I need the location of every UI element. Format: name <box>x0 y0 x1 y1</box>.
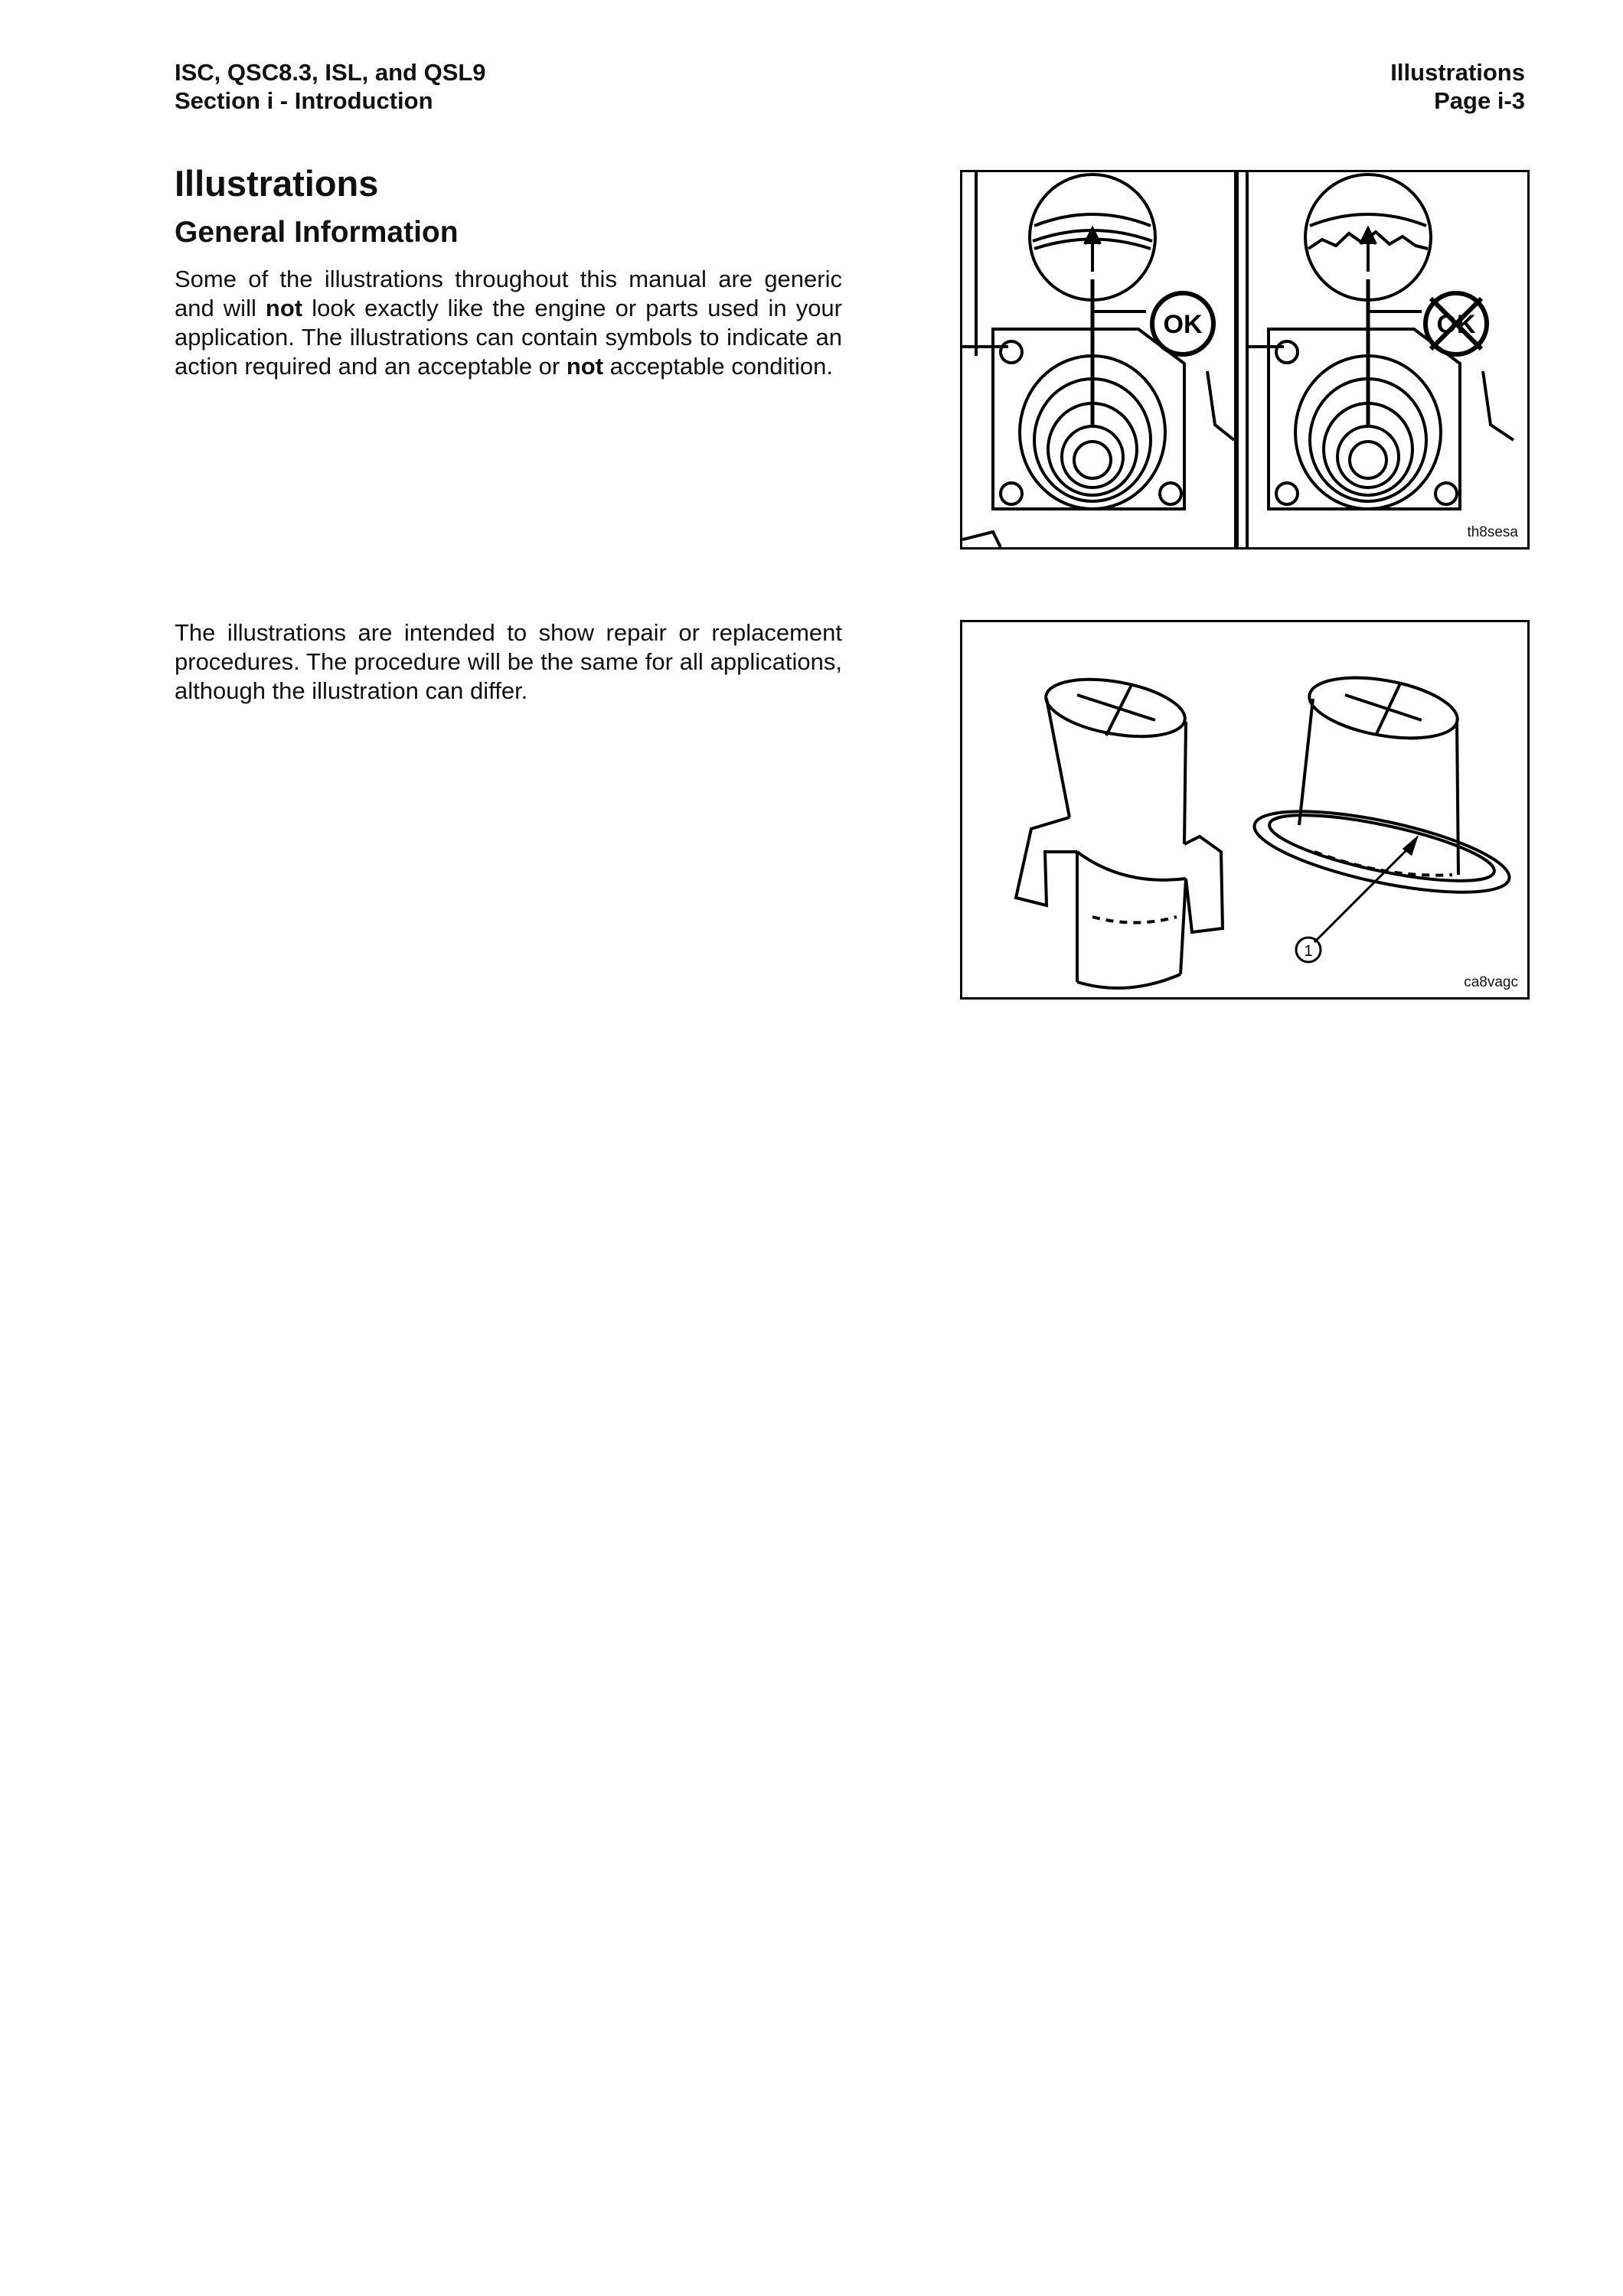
paragraph-procedures: The illustrations are intended to show repair or replacement procedures. The procedure will be the same for all applications, although the illustration can differ. <box>175 619 842 704</box>
paragraph1-text-c: acceptable condition. <box>603 353 833 380</box>
ok-symbol-label: OK <box>1163 310 1203 339</box>
liner-illustration <box>962 622 1527 997</box>
header-chapter: Illustrations <box>1390 59 1525 86</box>
paragraph1-text-a: Some of the illustrations throughout this manual are generic and will <box>175 266 842 321</box>
header-left <box>175 58 486 115</box>
figure-liner-procedure <box>960 620 1530 1000</box>
ok-comparison-illustration <box>962 172 1527 547</box>
paragraph1-bold-not-2: not <box>566 353 604 380</box>
paragraph1-bold-not-1: not <box>265 295 303 321</box>
subsection-title: General Information <box>175 216 459 249</box>
header-page-number: Page i-3 <box>1434 87 1525 114</box>
header-engine-models: ISC, QSC8.3, ISL, and QSL9 <box>175 59 486 86</box>
figure-ok-not-ok <box>960 170 1530 550</box>
header-section: Section i - Introduction <box>175 87 433 114</box>
figure1-code: th8sesa <box>1467 524 1518 540</box>
paragraph1-text-b: look exactly like the engine or parts used in your application. The illustrations can contain symbols to indicate an action required and an acceptable or <box>175 295 842 380</box>
callout-number: 1 <box>1304 943 1313 960</box>
section-title: Illustrations <box>175 163 379 204</box>
not-ok-symbol-label: OK <box>1436 310 1476 339</box>
figure2-code: ca8vagc <box>1464 974 1518 990</box>
paragraph-general-info <box>175 265 842 381</box>
header-right <box>1390 58 1525 115</box>
